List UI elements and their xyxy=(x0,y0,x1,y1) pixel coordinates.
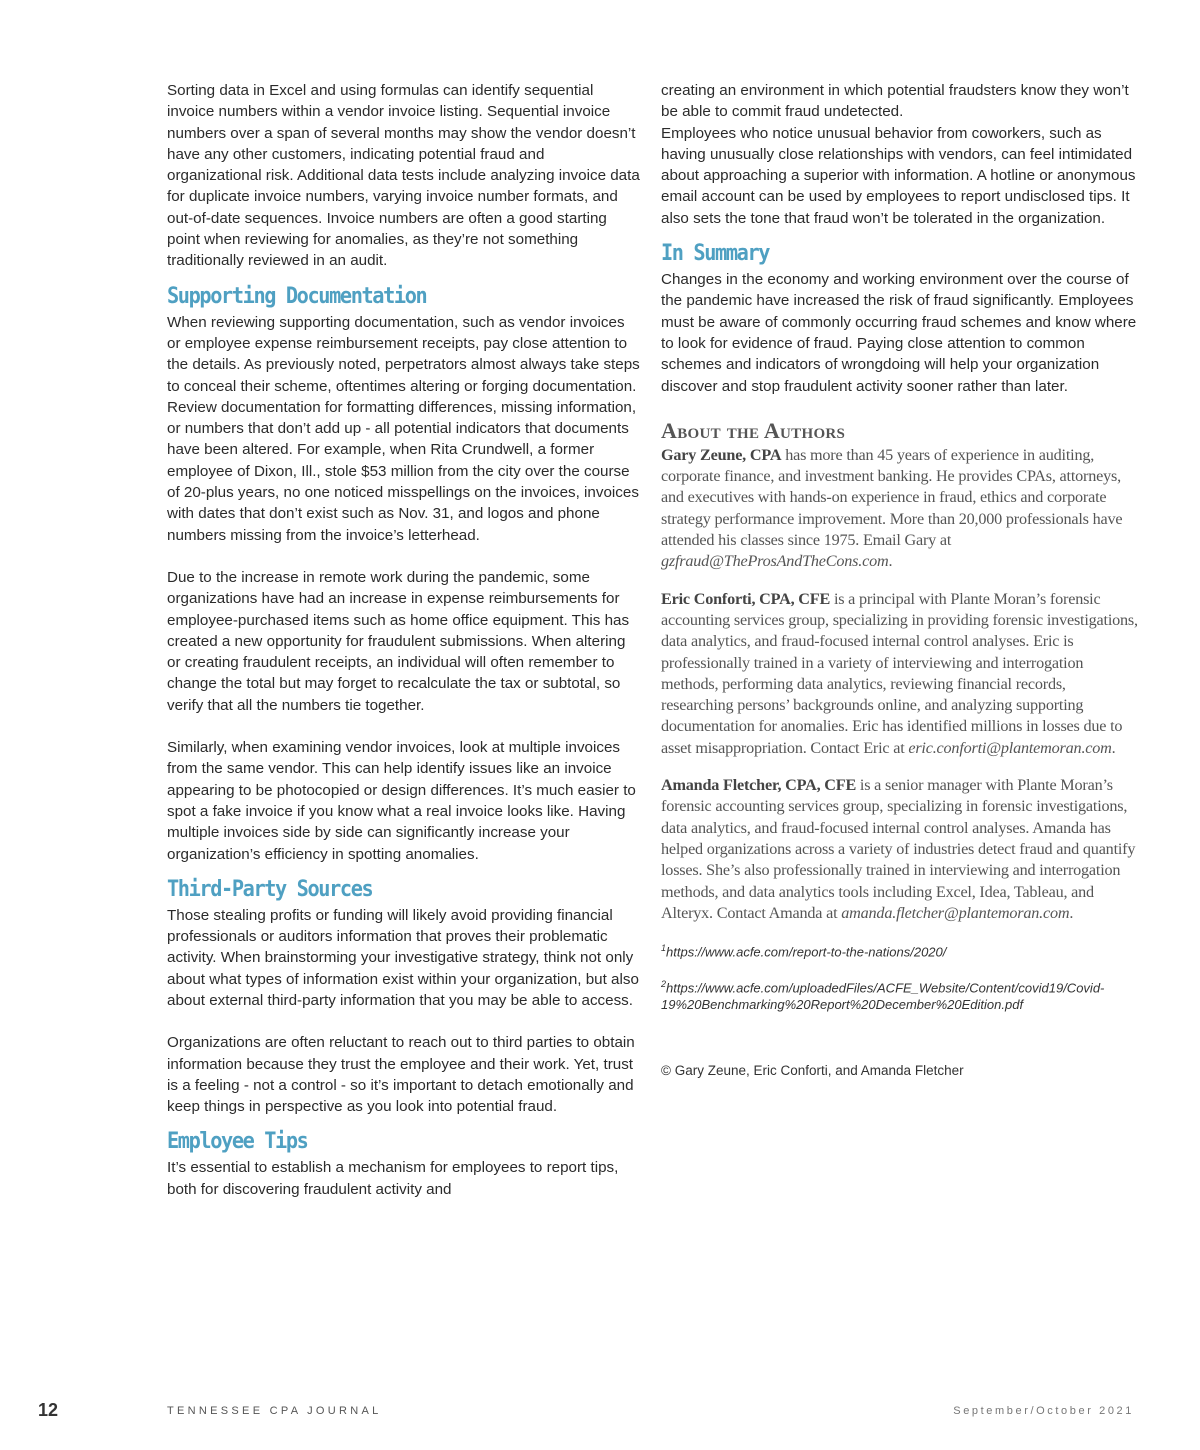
copyright-notice: © Gary Zeune, Eric Conforti, and Amanda Fletcher xyxy=(661,1062,964,1078)
author-bio-text: has more than 45 years of experience in auditing, corporate finance, and investment banking. He provides CPAs, attorneys, and executives with hands-on experience in fraud, ethics and corporate strategy performance improvement. More than 20,000 professionals have attended his classes since 1975. Email Gary at xyxy=(661,445,1123,550)
author-name: Eric Conforti, CPA, CFE xyxy=(661,589,831,608)
paragraph: Sorting data in Excel and using formulas can identify sequential invoice numbers within a vendor invoice listing. Sequential invoice numbers over a span of several months may show the vendor doesn’t have any other customers, indicating potential fraud and organizational risk. Additional data tests include analyzing invoice data for duplicate invoice numbers, varying invoice number formats, and out-of-date sequences. Invoice numbers are often a good starting point when reviewing for anomalies, as they’re not something traditionally reviewed in an audit. xyxy=(167,82,640,270)
paragraph: Changes in the economy and working environment over the course of the pandemic have increased the risk of fraud significantly. Employees must be aware of commonly occurring fraud schemes and know where to look for evidence of fraud. Paying close attention to common schemes and indicators of wrongdoing will help your organization discover and stop fraudulent activity sooner rather than later. xyxy=(661,271,1137,395)
author-email-link[interactable]: eric.conforti@plantemoran.com xyxy=(908,738,1112,757)
left-column xyxy=(167,80,640,1200)
author-bio-text: is a senior manager with Plante Moran’s forensic accounting services group, specializing in forensic investigations, data analytics, and fraud-focused internal control analyses. Amanda has helped organizations across a variety of industries detect fraud and quantify losses. She’s also professionally trained in interviewing and interrogation methods, and data analytics tools including Excel, Idea, Tableau, and Alteryx. Contact Amanda at xyxy=(661,776,1136,922)
footnote-number: 1 xyxy=(661,943,667,954)
paragraph: Due to the increase in remote work during the pandemic, some organizations have had an increase in expense reimbursements for employee-purchased items such as home office equipment. This has created a new opportunity for fraudulent submissions. When altering or creating fraudulent receipts, an individual will often remember to change the total but may forget to recalculate the tax or subtotal, so verify that all the numbers tie together. xyxy=(167,568,630,714)
author-bio-eric-conforti xyxy=(661,589,1139,759)
section-heading-in-summary: In Summary xyxy=(661,241,770,267)
period: . xyxy=(1069,903,1074,922)
paragraph: Employees who notice unusual behavior from coworkers, such as having unusually close relationships with vendors, can feel intimidated about approaching a superior with information. A hotline or anonymous email account can be used by employees to report undisclosed tips. It also sets the tone that fraud won’t be tolerated in the organization. xyxy=(661,124,1136,227)
paragraph: creating an environment in which potential fraudsters know they won’t be able to commit fraud undetected. xyxy=(661,82,1129,121)
author-name: Amanda Fletcher, CPA, CFE xyxy=(661,776,857,795)
paragraph: When reviewing supporting documentation, such as vendor invoices or employee expense reimbursement receipts, pay close attention to the details. As previously noted, perpetrators almost always take steps to conceal their scheme, oftentimes altering or forging documentation. Review documentation for formatting differences, missing information, or numbers that don’t add up - all potential indicators that documents have been altered. For example, when Rita Crundwell, a former employee of Dixon, Ill., stole $53 million from the city over the course of 20-plus years, no one noticed misspellings on the invoices, invoices with dates that don’t exist such as Nov. 31, and logos and phone numbers missing from the invoice’s letterhead. xyxy=(167,313,640,544)
paragraph: Organizations are often reluctant to reach out to third parties to obtain information because they trust the employee and their work. Yet, trust is a feeling - not a control - so it’s important to detach emotionally and keep things in perspective as you look into potential fraud. xyxy=(167,1034,635,1116)
issue-date: September/October 2021 xyxy=(953,1405,1134,1417)
author-bio-amanda-fletcher xyxy=(661,775,1139,924)
period: . xyxy=(1111,738,1116,757)
author-bio-text: is a principal with Plante Moran’s forensic accounting services group, specializing in providing forensic investigations, data analytics, and fraud-focused internal control analyses. Eric is professionally trained in a variety of interviewing and interrogation methods, performing data analytics, reviewing financial records, researching persons’ backgrounds online, and analyzing supporting documentation for anomalies. Eric has identified millions in losses due to asset misappropriation. Contact Eric at xyxy=(661,589,1138,757)
footnote-2 xyxy=(661,976,1139,1012)
footnote-link[interactable]: https://www.acfe.com/report-to-the-nations/2020/ xyxy=(666,944,947,960)
author-email-link[interactable]: gzfraud@TheProsAndTheCons.com xyxy=(661,552,889,571)
footnote-1 xyxy=(661,940,1139,960)
section-heading-third-party-sources: Third-Party Sources xyxy=(167,876,373,902)
footnote-number: 2 xyxy=(661,979,667,990)
author-email-link[interactable]: amanda.fletcher@plantemoran.com xyxy=(841,903,1070,922)
author-bio-gary-zeune xyxy=(661,445,1139,573)
paragraph: It’s essential to establish a mechanism for employees to report tips, both for discovering fraudulent activity and xyxy=(167,1159,619,1198)
section-heading-employee-tips: Employee Tips xyxy=(167,1129,308,1155)
author-name: Gary Zeune, CPA xyxy=(661,445,782,464)
footnote-link[interactable]: https://www.acfe.com/uploadedFiles/ACFE_Website/Content/covid19/Covid-19%20Benchmarking%20Report%20December%20Edition.pdf xyxy=(661,980,1105,1012)
right-column xyxy=(661,80,1139,1078)
period: . xyxy=(888,552,893,571)
paragraph: Those stealing profits or funding will likely avoid providing financial professionals or auditors information that proves their problematic activity. When brainstorming your investigative strategy, think not only about what types of information exist within your organization, but also about external third-party information that you may be able to access. xyxy=(167,906,639,1009)
journal-name: TENNESSEE CPA JOURNAL xyxy=(167,1405,382,1417)
page-number: 12 xyxy=(38,1400,59,1420)
paragraph: Similarly, when examining vendor invoices, look at multiple invoices from the same vendor. This can help identify issues like an invoice appearing to be photocopied or design differences. It’s much easier to spot a fake invoice if you know what a real invoice looks like. Having multiple invoices side by side can significantly increase your organization’s efficiency in spotting anomalies. xyxy=(167,739,636,863)
section-heading-supporting-documentation: Supporting Documentation xyxy=(167,283,427,309)
about-the-authors-heading: About the Authors xyxy=(661,417,846,443)
